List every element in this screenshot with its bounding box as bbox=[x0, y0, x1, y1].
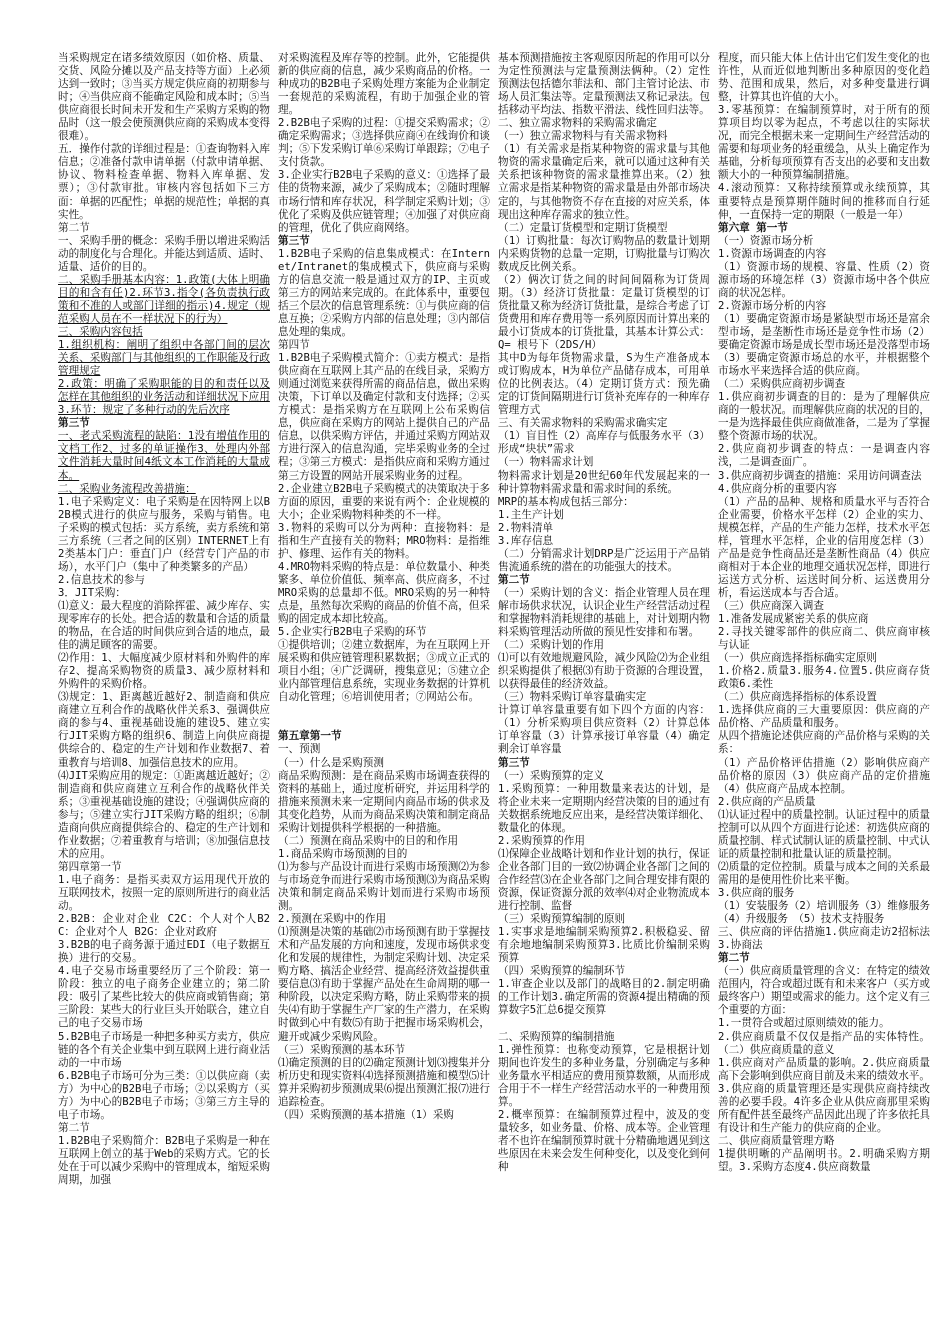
paragraph: （一）什么是采购预测 bbox=[278, 756, 384, 769]
paragraph: 2.寻找关键零部件的供应商二、供应商审核与认证 bbox=[718, 626, 930, 652]
paragraph: （二）分销需求计划DRP是广泛运用于产品销售流通系统的潜在的功能强大的技术。 bbox=[498, 547, 710, 573]
paragraph: 2.资源市场分析的内容 bbox=[718, 299, 827, 312]
paragraph: 第四章第一节 bbox=[58, 860, 122, 873]
paragraph: 一、采购手册的概念：采购手册以增进采购活动的制度化与合理化。并能达到适质、适时、适量、适价的目的。 bbox=[58, 234, 270, 273]
paragraph: 1.一贯符合或超过原则绩效的能力。 bbox=[718, 1017, 890, 1030]
paragraph: 计算订单容量重要有如下四个方面的内容：（1）分析采购项目供应资料（2）计算总体订单容量（3）计算承接订单容量（4）确定剩余订单容量 bbox=[498, 704, 710, 756]
paragraph: ①提供培训；②建立数据库，为在互联网上开展采购和供应链管理积累数据；③成立正式的项目小组；④广泛调研，搜集意见；⑤建立企业内部管理信息系统，实现业务数据的计算机自动化管理；⑥培训使用者；⑦网站公布。 bbox=[278, 639, 490, 704]
paragraph: 3.企业实行B2B电子采购的意义：①选择了最佳的货物来源，减少了采购成本；②随时理解市场行情和库存状况，科学制定采购计划；③优化了采购及供应链管理；④加强了对供应商的管理，优化了供应商网络。 bbox=[278, 169, 490, 234]
paragraph: 1.B2B电子采购的信息集成模式：在Internet/Intranet的集成模式下，供应商与采购方的信息交流一般是通过双方的IP、主页或第三方的网站来完成的。在此体系中，重要包括三个层次的信息管理系统：①与供应商的信息互换；②采购方内部的信息处理；③内部信息处理的集成。 bbox=[278, 247, 490, 338]
paragraph: 5.B2B电子市场是一种把多种买方卖方，供应链的各个有关企业集中到互联网上进行商业活动的一中市场 bbox=[58, 1030, 270, 1069]
paragraph: 物料需求计划是20世纪60年代发展起来的一种计算物料需求量和需求时间的系统。 bbox=[498, 469, 710, 495]
paragraph bbox=[498, 1017, 710, 1030]
paragraph: 一、老式采购流程的缺陷：1没有增值作用的文档工作2、过多的单证操作3、处理内外部文件消耗大量时间4纸文本工作消耗的大量成本。 bbox=[58, 430, 270, 482]
paragraph: 三、供应商的评估措施1.供应商走访2招标法3.协商法 bbox=[718, 926, 930, 952]
paragraph: 2.供应商初步调查的特点：一是调查内容浅，二是调查面广。 bbox=[718, 443, 930, 469]
paragraph: 第三节 bbox=[278, 234, 310, 247]
paragraph: 3．JIT采购： bbox=[58, 586, 126, 599]
paragraph: （二）采购计划的作用 bbox=[498, 639, 604, 652]
paragraph: （1）资源市场的规模、容量、性质（2）资源市场的环境怎样（3）资源市场中各个供应商的状况怎样。 bbox=[718, 260, 930, 299]
paragraph: 1.资源市场调查的内容 bbox=[718, 247, 827, 260]
paragraph: 二、采购预算的编制措施 bbox=[498, 1030, 615, 1043]
paragraph: 第二节 bbox=[58, 221, 90, 234]
paragraph: 1.B2B电子采购模式简介：①卖方模式：是指供应商在互联网上其产品的在线目录，采购方则通过浏览来获得所需的商品信息，做出采购决策，下订单以及确定付款和支付选择；②买方模式：是指采购方在互联网上公布采购信息，供应商在采购方的网站上提供自己的产品信息，以供采购方评估，并通过采购方网站双方进行深入的信息沟通，完毕采购业务的全过程；③第三方模式：是指供应商和采购方通过第三方设置的网站开展采购业务的过程。 bbox=[278, 352, 490, 482]
paragraph: （1）安装服务（2）培训服务（3）维修服务（4）升级服务 （5）技术支持服务 bbox=[718, 900, 930, 926]
paragraph: 3.物料的采购可以分为两种：直接物料：是指和生产直接有关的物料；MRO物料：是指维护、修理、运作有关的物料。 bbox=[278, 521, 490, 560]
paragraph: ⑴预测是决策的基础⑵市场预测有助于掌握技术和产品发展的方向和速度，发现市场供求变化和发展的规律性，为制定采购计划、决定采购方略、搞活企业经营、提高经济效益提供重要信息⑶有助于掌握产品处在生命周期的哪一种阶段，以决定采购方略，防止采购带来的损失⑷有助于掌握生产厂家的生产潜力，在采购时做到心中有数⑸有助于把握市场采购机会，避开或减少采购风险。 bbox=[278, 926, 490, 1043]
paragraph: （一）采购计划的含义：指企业管理人员在理解市场供求状况，认识企业生产经营活动过程和掌握物料消耗规律的基础上，对计划期内物料采购管理活动所做的预见性安排和布署。 bbox=[498, 586, 710, 639]
paragraph: 第三节 bbox=[58, 417, 90, 430]
paragraph: （二）供应商选择指标的体系设置 bbox=[718, 691, 877, 704]
text-column-2 bbox=[278, 52, 490, 1336]
paragraph: 从四个措施论述供应商的产品价格与采购的关系： bbox=[718, 730, 930, 756]
paragraph: 1.供应商对产品质量的影响。2.供应商质量高下会影响到供应商目前及未来的绩效水平。3.供应商的质量管理还是实现供应商持续改善的必要手段。4许多企业从供应商那里采购所有配件甚至最终产品因此出现了许多依托具有设计和生产能力的供应商的企业。 bbox=[718, 1056, 930, 1134]
paragraph: （二）预测在商品采购中的目的和作用 bbox=[278, 834, 459, 847]
paragraph: 2.概率预算：在编制预算过程中，波及的变量较多，如业务量、价格、成本等。企业管理者不也许在编制预算时就十分精确地遇见到这些原因在未来会发生何种变化，以及变化到何种 bbox=[498, 1108, 710, 1173]
paragraph: （三）采购预算编制的原则 bbox=[498, 913, 626, 926]
paragraph: 1.准备发展成紧密关系的供应商 bbox=[718, 613, 869, 626]
paragraph: ⑴可以有效地规避风险，减少风险⑵为企业组织采购提供了根据⑶有助于资源的合理设置，以获得最佳的经济效益。 bbox=[498, 652, 710, 691]
paragraph: ⑴意义：最大程度的消除挥霍、减少库存、实现零库存的长处。把合适的数量和合适的质量的物品，在合适的时间供应到合适的地点，最佳的满足顾客的需要。 bbox=[58, 599, 270, 652]
paragraph: MRP的基本构成包括三部分： bbox=[498, 495, 634, 508]
paragraph: （三）供应商深入调查 bbox=[718, 599, 824, 612]
paragraph: （1）产品的品种、规格和质量水平与否符合企业需要，价格水平怎样（2）企业的实力、规模怎样，产品的生产能力怎样，技术水平怎样，管理水平怎样，企业的信用度怎样（3）产品是竞争性商品还是垄断性商品（4）供应商相对于本企业的地理交通状况怎样，即进行运送方式分析、运送时间分析、运送费用分析，看运送成本与否合适。 bbox=[718, 495, 930, 599]
paragraph: （一）物料需求计划 bbox=[498, 456, 594, 469]
paragraph: 二、采购业务流程改善措施： bbox=[58, 482, 196, 495]
paragraph: 1.电子采购定义：电子采购是在因特网上以B2B模式进行的供应与服务，采购与销售。电子采购的模式包括：买方系统，卖方系统和第三方系统（三者之间的区别）INTERNET上有2类基本门户：垂直门户（经营专门产品的市场），水平门户（集中了种类繁多的产品） bbox=[58, 495, 270, 573]
paragraph: 2.物料清单 bbox=[498, 521, 554, 534]
paragraph: 1.商品采购市场预测的目的 bbox=[278, 847, 408, 860]
paragraph: 第六章 第一节 bbox=[718, 221, 788, 234]
paragraph: （四）采购预测的基本措施（1）采购 bbox=[278, 1108, 454, 1121]
paragraph: 2.政策：明确了采购职能的目的和责任以及怎样在其他组织的业务活动和详细状况下应用 bbox=[58, 378, 270, 404]
paragraph: 3.零基预算：在编制预算时，对于所有的预算项目均以零为起点，不考虑以往的实际状况，而完全根据未来一定期间生产经营活动的需要和每项业务的轻重缓急，从头上确定作为基础，分析每项预算有否支出的必要和支出数额大小的一种预算编制措施。 bbox=[718, 104, 930, 182]
paragraph: 2.供应商的产品质量 bbox=[718, 795, 816, 808]
paragraph: 3.库存信息 bbox=[498, 534, 554, 547]
paragraph: 二、独立需求物料的采购需求确定 bbox=[498, 117, 657, 130]
text-column-3 bbox=[498, 52, 710, 1336]
paragraph: 2.企业建立B2B电子采购模式的决策取决于多方面的原因，重要的来说有两个：企业规模的大小；企业采购物料种类的不一样。 bbox=[278, 482, 490, 521]
paragraph: 二、采购手册基本内容：1.政策(大体上明确目的和含有任)2.环节3.指令(各负责执行政策和不准的人或部门详细的指示)4.规定（规范采购人员在不一样状况下的行为） bbox=[58, 273, 270, 325]
paragraph: 2.采购预算的作用 bbox=[498, 834, 585, 847]
paragraph: 第五章第一节 bbox=[278, 730, 342, 743]
paragraph: 6.B2B电子市场可分为三类：①以供应商（卖方）为中心的B2B电子市场；②以采购方（买方）为中心的B2B电子市场；③第三方主导的电子市场。 bbox=[58, 1069, 270, 1121]
paragraph: 2.供应商质量不仅仅是指产品的实体特性。（二）供应商质量的意义 bbox=[718, 1030, 930, 1056]
paragraph: （二）定量订货模型和定期订货模型 bbox=[498, 221, 668, 234]
paragraph: （一）供应商选择指标确实定原则 bbox=[718, 652, 877, 665]
paragraph: 2.信息技术的参与 bbox=[58, 573, 145, 586]
paragraph: （三）物料采购订单容量确实定 bbox=[498, 691, 647, 704]
paragraph: （四）采购预算的编制环节 bbox=[498, 965, 626, 978]
paragraph: ⑷JIT采购应用的规定：①距离越近越好；②制造商和供应商建立互利合作的战略伙伴关系；③重视基础设施的建设；④强调供应商的参与；⑤建立实行JIT采购方略的组织；⑥制造商向供应商提供综合的、稳定的生产计划和作业数据；⑦着重教育与培训；⑧加强信息技术的应用。 bbox=[58, 769, 270, 860]
paragraph: ⑴保障企业战略计划和作业计划的执行，保证企业各部门目的一致⑵协调企业各部门之间的合作经营⑶在企业各部门之间合理安排有限的资源，保证资源分派的效率⑷对企业物流成本进行控制、监督 bbox=[498, 847, 710, 913]
paragraph: （1）订购批量：每次订购物品的数量计划期内采购货物的总量一定期，订购批量与订购次数成反比例关系。 bbox=[498, 234, 710, 273]
paragraph: 3.环节：规定了多种行动的先后次序 bbox=[58, 404, 230, 417]
paragraph: ⑴为参与产品设计而进行采购市场预测⑵为参与市场竞争而进行采购市场预测⑶为商品采购决策和制定商品采购计划而进行采购市场预测。 bbox=[278, 860, 490, 913]
paragraph: 基本预测措施按主客观原因所起的作用可以分为定性预测法与定量预测法俩种。（2）定性预测法包括德尔菲法和、部门主管讨论法、市场人员汇集法等。定量预测法又称记录法。包括移动平均法、指数平滑法、线性回归法等。 bbox=[498, 52, 710, 117]
paragraph: 程度，而只能大体上估计出它们发生变化的也许性，从而近似地判断出多种原因的变化趋势、范围和成果，然后，对多种变量进行调整，计算其也许值的大小。 bbox=[718, 52, 930, 104]
paragraph: 2.B2B：企业对企业 C2C：个人对个人B2C：企业对个人 B2G：企业对政府 bbox=[58, 913, 270, 939]
paragraph: （二）采购供应商初步调查 bbox=[718, 378, 846, 391]
paragraph: 1提供明晰的产品阐明书。2.明确采购方期望。3.采购方态度4.供应商数量 bbox=[718, 1147, 930, 1173]
paragraph: 1.电子商务：是指买卖双方运用现代开放的互联网技术，按照一定的原则所进行的商业活动。 bbox=[58, 873, 270, 913]
paragraph: ⑵作用：1、大幅度减少原材料和外购件的库存2、提高采购物资的质量3、减少原材料和外购件的采购价格。 bbox=[58, 652, 270, 691]
paragraph: ⑶规定：1、距离越近越好2、制造商和供应商建立互利合作的战略伙伴关系3、强调供应商的参与4、重视基础设施的建设5、建立实行JIT采购方略的组织6、制造上向供应商提供综合的、稳定的生产计划和作业数据7、着重教育与培训8、加强信息技术的应用。 bbox=[58, 691, 270, 769]
paragraph: 第三节 bbox=[498, 756, 530, 769]
paragraph: 二、供应商质量管理方略 bbox=[718, 1134, 835, 1147]
paragraph: （1）有关需求是指某种物资的需求量与其他物资的需求量确定后来，就可以通过这种有关关系把该种物资的需求量推算出来。（2）独立需求是指某种物资的需求量是由外部市场决定的，与其他物资不存在直接的对应关系，体现出这种库存需求的独立性。 bbox=[498, 143, 710, 221]
paragraph: （2）俩次订货之间的时间间隔称为订货周期。（3）经济订货批量：定量订货模型的订货批量又称为经济订货批量，是综合考虑了订货费用和库存费用等一系列原因而计算出来的最小订货成本的订货批量，其基本计算公式：Q= 根号下（2DS/H） bbox=[498, 273, 710, 352]
paragraph: 三、采购内容包括 bbox=[58, 325, 143, 338]
paragraph: 3.供应商的服务 bbox=[718, 887, 795, 899]
paragraph: 5.企业实行B2B电子采购的环节 bbox=[278, 626, 427, 639]
paragraph: 第二节 bbox=[58, 1121, 90, 1134]
paragraph: （一）资源市场分析 bbox=[718, 234, 814, 247]
paragraph: 1.弹性预算：也称变动预算，它是根据计划期间也许发生的多种业务量，分别确定与多种业务量水平相适应的费用预算数额，从而形成合用于不一样生产经营活动水平的一种费用预算。 bbox=[498, 1043, 710, 1108]
paragraph: 对采购流程及库存等的控制。此外，它能提供新的供应商的信息，减少采购商品的价格。一种成功的B2B电子采购处理方案能为企业制定一套规范的采购流程，有助于加强企业的管理。 bbox=[278, 52, 490, 117]
paragraph: 2.B2B电子采购的过程：①提交采购需求；②确定采购需求；③选择供应商④在线询价和谈判；⑤下发采购订单⑥采购订单跟踪；⑦电子支付货款。 bbox=[278, 117, 490, 169]
paragraph: 一、预测 bbox=[278, 743, 321, 756]
paragraph: 1.B2B电子采购简介：B2B电子采购是一种在互联网上创立的基于Web的采购方式。它的长处在于可以减少采购中的管理成本，缩短采购周期，加强 bbox=[58, 1134, 270, 1187]
paragraph: 1.价格2.质量3.服务4.位置5.供应商存货政策6.柔性 bbox=[718, 665, 930, 691]
paragraph: （一）独立需求物料与有关需求物料 bbox=[498, 130, 668, 143]
paragraph: ⑴确定预测的目的⑵确定预测计划⑶搜集并分析历史和现实资料⑷选择预测措施和模型⑸计算并采购初步预测成果⑹提出预测汇报⑺进行追踪检查。 bbox=[278, 1056, 490, 1108]
paragraph: ⑴认证过程中的质量控制。认证过程中的质量控制可以从四个方面进行论述：初选供应商的质量控制、样式试制认证的质量控制、中式认证的质量控制和批量认证的质量控制。 bbox=[718, 808, 930, 860]
paragraph: （1）要确定资源市场是紧缺型市场还是富余型市场，是垄断性市场还是竞争性市场（2）要确定资源市场是成长型市场还是没落型市场（3）要确定资源市场总的水平，并根据整个市场水平来选择合适的供应商。 bbox=[718, 312, 930, 378]
paragraph: 1.采购预算：一种用数量来表达的计划，是将企业未来一定期期内经营决策的目的通过有关数据系统地反应出来，是经营决策详细化、数量化的体现。 bbox=[498, 782, 710, 834]
paragraph bbox=[278, 717, 490, 730]
paragraph: 第四节 bbox=[278, 339, 310, 352]
paragraph: 2.预测在采购中的作用 bbox=[278, 913, 387, 926]
paragraph: 1.选择供应商的三大重要原因：供应商的产品价格、产品质量和服务。 bbox=[718, 704, 930, 730]
paragraph bbox=[278, 704, 490, 717]
text-column-1 bbox=[58, 52, 270, 1336]
paragraph: 第二节 bbox=[498, 573, 530, 586]
paragraph: 1.供应商初步调查的目的：是为了理解供应商的一般状况。而理解供应商的状况的目的，一是为选择最佳供应商做准备，二是为了掌握整个资源市场的状况。 bbox=[718, 391, 930, 443]
paragraph: 1.组织机构：阐明了组织中各部门间的层次关系、采购部门与其他组织的工作职能及行政管理规定 bbox=[58, 339, 270, 378]
text-column-4 bbox=[718, 52, 930, 1336]
paragraph: 4.电子交易市场重要经历了三个阶段：第一阶段：独立的电子商务企业建立的；第二阶段：吸引了某些比较大的供应商或销售商；第三阶段：某些大的行业巨头开始联合，建立自己的电子交易市场 bbox=[58, 965, 270, 1030]
paragraph: （三）采购预测的基本环节 bbox=[278, 1043, 406, 1056]
paragraph: （1）产品价格评估措施（2）影响供应商产品价格的原因（3）供应商产品的定价措施（4）供应商产品成本控制。 bbox=[718, 756, 930, 795]
paragraph: 五．操作付款的详细过程是：①查询物料入库信息；②准备付款申请单据（付款申请单据、协议、物料检查单据、物料入库单据、发票）；③付款审批。审核内容包括如下三方面：单据的匹配性；单据的规范性；单据的真实性。 bbox=[58, 143, 270, 221]
paragraph: 4.滚动预算：又称持续预算或永续预算，其重要特点是预算期伴随时间的推移而自行延伸，一直保持一定的期限（一般是一年） bbox=[718, 182, 930, 221]
paragraph: 当采购规定在诸多绩效原因（如价格、质量、交货、风险分摊以及产品支持等方面）上必须达到一致时；③当买方规定供应商的初期参与时；④当供应商不能确定风险和成本时；⑤当供应商很长时间未开发和生产采购方采购的物品时（这一般会使预测供应商的采购成本变得很难）。 bbox=[58, 52, 270, 143]
paragraph: ⑵质量的定位控制。质量与成本之间的关系最需用的是使用性价比来平衡。 bbox=[718, 860, 930, 886]
paragraph: 1.实事求是地编制采购预算2.积极稳妥、留有余地地编制采购预算3.比质比价编制采购预算 bbox=[498, 926, 710, 965]
paragraph: 1.主生产计划 bbox=[498, 508, 564, 521]
paragraph: 第二节 bbox=[718, 952, 750, 965]
paragraph: （一）供应商质量管理的含义：在特定的绩效范围内，符合或超过既有和未来客户（买方或最终客户）期望或需求的能力。这个定义有三个重要的方面： bbox=[718, 965, 930, 1017]
paragraph: 其中D为每年货物需求量，S为生产准备成本或订购成本，H为单位产品储存成本，可用单位的比例表达。（4）定期订货方式：预先确定的订货间隔期进行订货补充库存的一种库存管理方式 bbox=[498, 352, 710, 417]
paragraph: （一）采购预算的定义 bbox=[498, 769, 604, 782]
paragraph: 3.供应商初步调查的措施：采用访问调查法 bbox=[718, 469, 922, 482]
paragraph: 1.审查企业以及部门的战略目的2.制定明确的工作计划3.确定所需的资源4提出精确的预算数字5汇总6提交预算 bbox=[498, 978, 710, 1017]
paragraph: 三、有关需求物料的采购需求确实定 bbox=[498, 417, 668, 430]
paragraph: 4.供应商分析的重要内容 bbox=[718, 482, 837, 495]
paragraph: 商品采购预测：是在商品采购市场调查获得的资料的基础上，通过度析研究，并运用科学的措施来预测未来一定期间内商品市场的供求及其变化趋势，从而为商品采购决策和制定商品采购计划提供科学根据的一种措施。 bbox=[278, 769, 490, 834]
paragraph: 3.B2B的电子商务源于通过EDI（电子数据互换）进行的交易。 bbox=[58, 939, 270, 965]
paragraph: 4.MRO物料采购的特点是：单位数量小、种类繁多、单位价值低、频率高、供应商多，不过MRO采购的总量却不低。MRO采购的另一种特点是，虽然每次采购的商品的价值不高，但采购的固定成本却比较高。 bbox=[278, 560, 490, 626]
paragraph: （1）盲目性（2）高库存与低服务水平（3）形成“块状”需求 bbox=[498, 430, 710, 456]
